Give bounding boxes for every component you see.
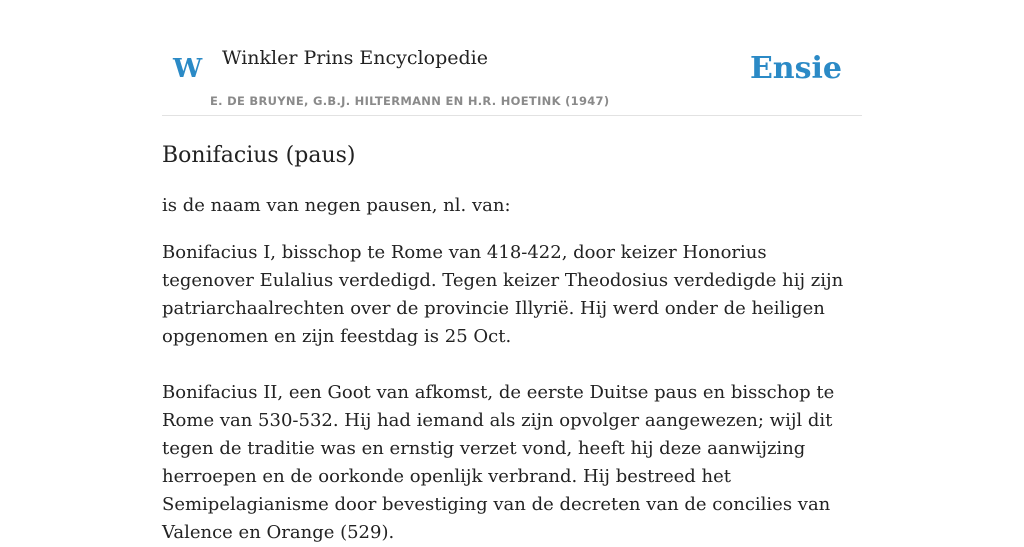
entry-intro: is de naam van negen pausen, nl. van:: [162, 195, 511, 216]
entry-title: Bonifacius (paus): [162, 143, 356, 168]
ensie-brand-logo[interactable]: Ensie: [749, 51, 842, 86]
book-title-link[interactable]: Winkler Prins Encyclopedie: [222, 47, 488, 69]
entry-paragraph-bonifacius-1: Bonifacius I, bisschop te Rome van 418-422, door keizer Honorius tegenover Eulalius verdedigd. Tegen keizer Theodosius verdedigde hij zijn patriarchaalrechten over de provincie Illyrië. Hij werd onder de heiligen opgenomen en zijn feestdag is 25 Oct.: [162, 242, 844, 347]
winkler-prins-logo-icon[interactable]: W: [173, 54, 203, 84]
authors-line: E. DE BRUYNE, G.B.J. HILTERMANN EN H.R. HOETINK (1947): [210, 94, 610, 108]
entry-paragraph-bonifacius-2: Bonifacius II, een Goot van afkomst, de eerste Duitse paus en bisschop te Rome van 530-532. Hij had iemand als zijn opvolger aangewezen; wijl dit tegen de traditie was en ernstig verzet vond, heeft hij deze aanwijzing herroepen en de oorkonde openlijk verbrand. Hij bestreed het Semipelagianisme door bevestiging van de decreten van de concilies van Valence en Orange (529).: [162, 382, 835, 543]
page-container: [162, 0, 862, 547]
page-header: [162, 0, 862, 116]
